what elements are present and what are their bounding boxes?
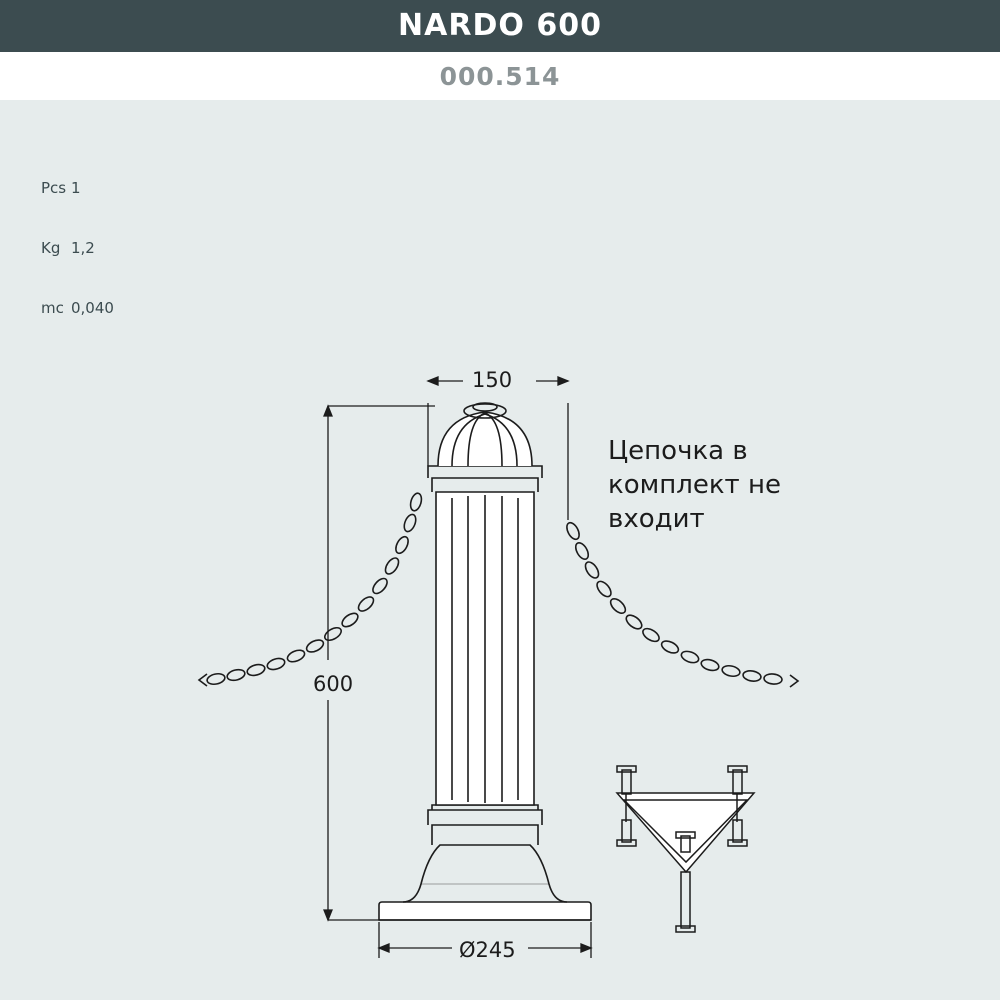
anchor-bracket-detail (617, 766, 754, 932)
page-title: NARDO 600 (398, 8, 602, 43)
bollard-front-view (379, 403, 591, 920)
chain-not-included-note: Цепочка в комплект не входит (608, 436, 781, 534)
product-code: 000.514 (439, 62, 561, 91)
chain-left (199, 492, 423, 686)
spec-value: 1 (71, 179, 81, 197)
spec-label: mc (41, 299, 64, 317)
spec-value: 1,2 (71, 239, 95, 257)
dimension-label-width: 150 (472, 368, 513, 392)
spec-value: 0,040 (71, 299, 114, 317)
dimension-label-base-diameter: Ø245 (459, 938, 516, 962)
dimension-label-height: 600 (313, 672, 354, 696)
chain-right (564, 521, 798, 687)
spec-label: Kg (41, 239, 61, 257)
spec-label: Pcs (41, 179, 67, 197)
